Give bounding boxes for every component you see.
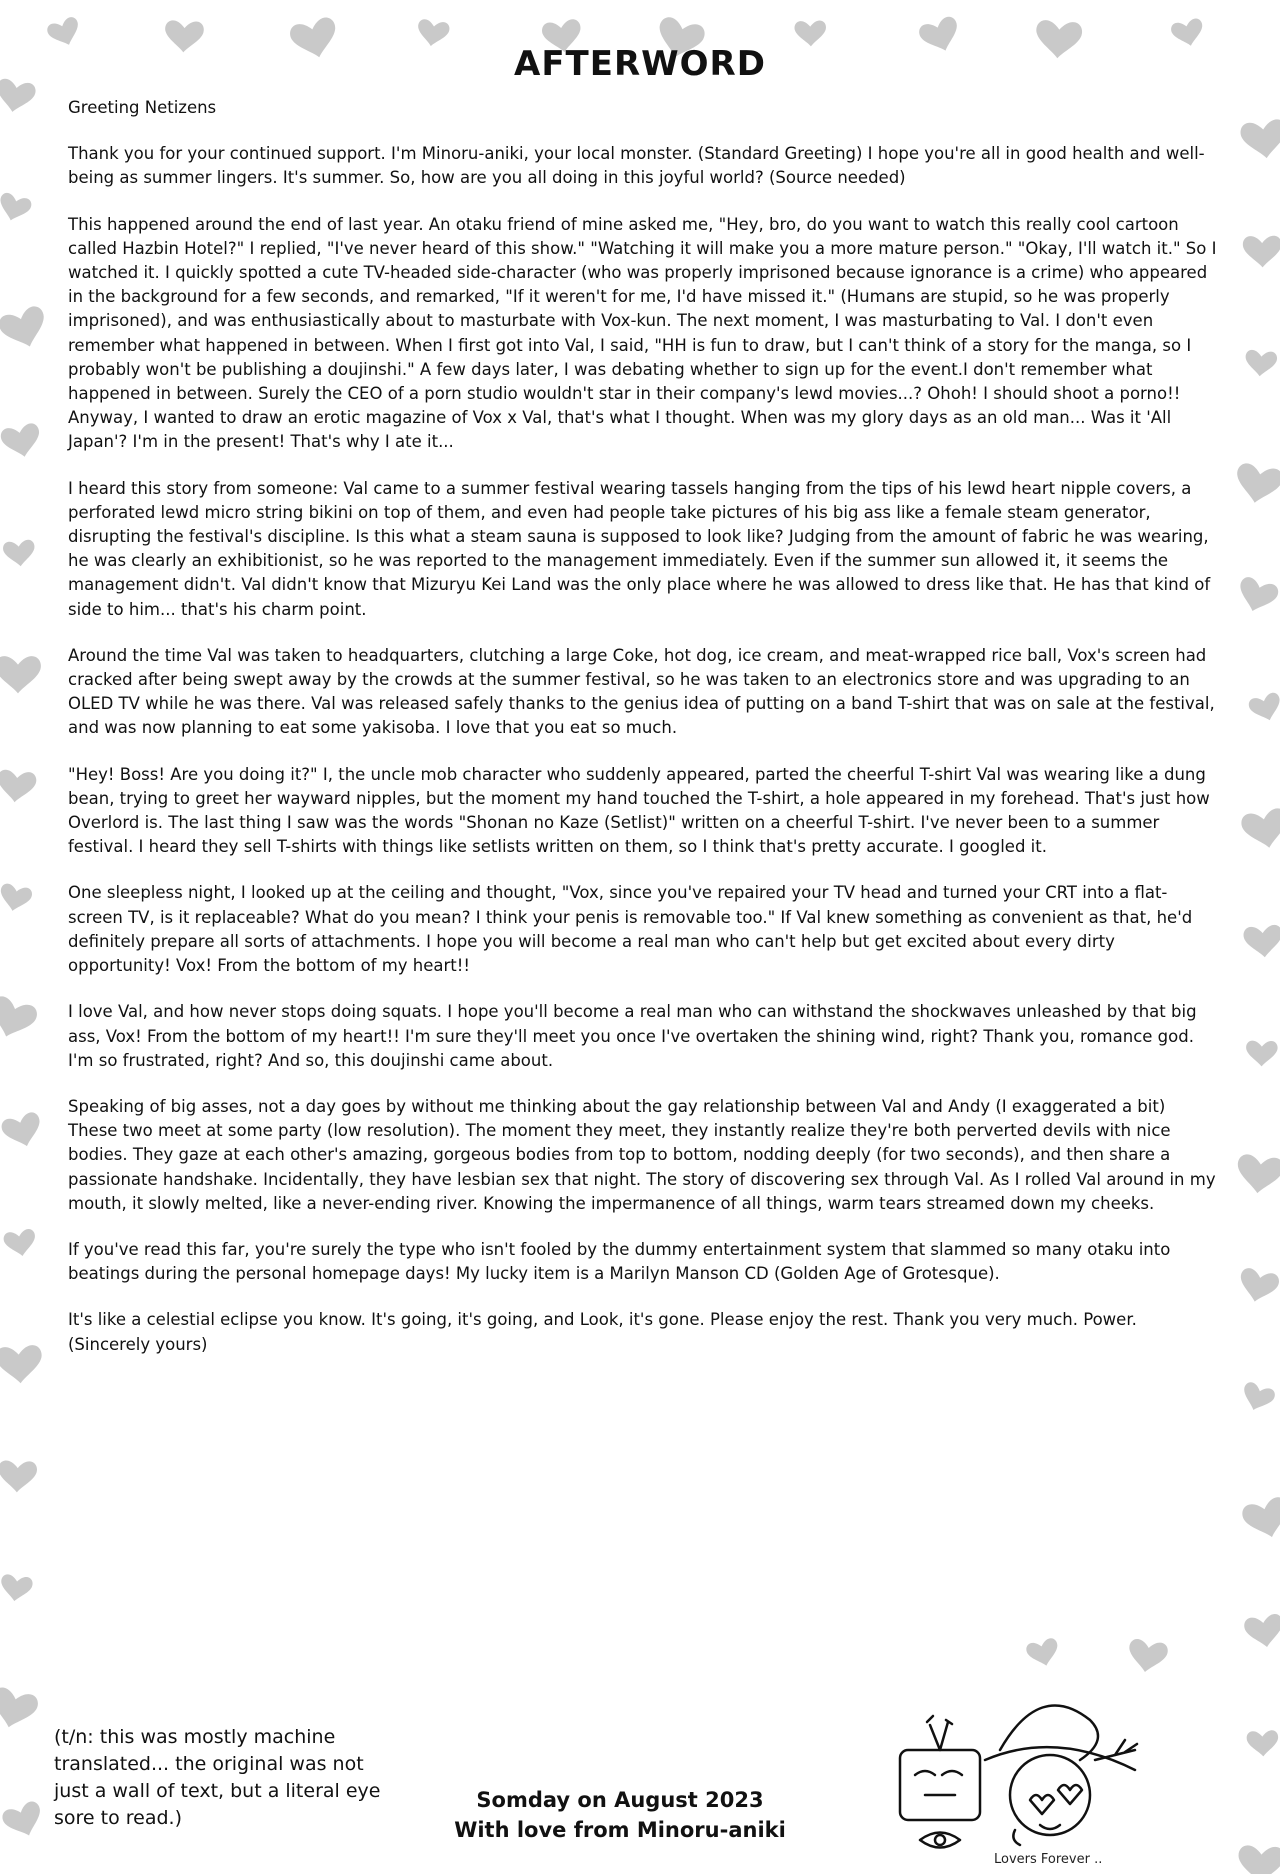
doodle-caption: Lovers Forever .. (994, 1852, 1103, 1867)
paragraph: I love Val, and how never stops doing squats. I hope you'll become a real man who can withstand the shockwaves unleashed by that big ass, Vox! From the bottom of my heart!! I'm sure they'll meet you once I've overtaken the shining wind, right? Thank you, romance god. I'm so frustrated, right? And so, this doujinshi came about. (68, 1002, 1197, 1070)
page-title: AFTERWORD (514, 44, 766, 84)
translator-note: (t/n: this was mostly machine translated... the original was not just a wall of text, but a literal eye sore to read.) (54, 1726, 381, 1829)
signature-date: Somday on August 2023 (476, 1788, 764, 1812)
paragraph: One sleepless night, I looked up at the ceiling and thought, "Vox, since you've repaired your TV head and turned your CRT into a flat-screen TV, is it replaceable? What do you mean? I think your penis is removable too." If Val knew something as convenient as that, he'd definitely prepare all sorts of attachments. I hope you will become a real man who can't help but get excited about every dirty opportunity! Vox! From the bottom of my heart!! (68, 883, 1193, 976)
paragraph: Around the time Val was taken to headquarters, clutching a large Coke, hot dog, ice cream, and meat-wrapped rice ball, Vox's screen had cracked after being swept away by the crowds at the summer festival, so he was taken to an electronics store and was upgrading to an OLED TV while he was there. Val was released safely thanks to the genius idea of putting on a band T-shirt that was on sale at the festival, and was now planning to eat some yakisoba. I love that you eat so much. (68, 645, 1215, 738)
paragraph: I heard this story from someone: Val came to a summer festival wearing tassels hanging from the tips of his lewd heart nipple covers, a perforated lewd micro string bikini on top of them, and even had people take pictures of his big ass like a female steam generator, disrupting the festival's discipline. Is this what a steam sauna is supposed to look like? Judging from the amount of fabric he was wearing, he was clearly an exhibitionist, so he was reported to the management immediately. Even if the summer sun allowed it, it seems the management didn't. Val didn't know that Mizuryu Kei Land was the only place where he was allowed to dress like that. He has that kind of side to him... that's his charm point. (68, 478, 1211, 619)
signature-block (440, 1785, 800, 1845)
signature-from: With love from Minoru-aniki (454, 1818, 786, 1842)
greeting-line: Greeting Netizens (68, 98, 217, 117)
paragraph: "Hey! Boss! Are you doing it?" I, the uncle mob character who suddenly appeared, parted the cheerful T-shirt Val was wearing like a dung bean, trying to greet her wayward nipples, but the moment my hand touched the T-shirt, a hole appeared in my forehead. That's just how Overlord is. The last thing I saw was the words "Shonan no Kaze (Setlist)" written on a cheerful T-shirt. I've never been to a summer festival. I heard they sell T-shirts with things like setlists written on them, so I think that's pretty accurate. I googled it. (68, 764, 1210, 857)
paragraph: Thank you for your continued support. I'm Minoru-aniki, your local monster. (Standard Greeting) I hope you're all in good health and well-being as summer lingers. It's summer. So, how are you all doing in this joyful world? (Source needed) (68, 144, 1205, 188)
paragraph: This happened around the end of last year. An otaku friend of mine asked me, "Hey, bro, do you want to watch this really cool cartoon called Hazbin Hotel?" I replied, "I've never heard of this show." "Watching it will make you a more mature person." "Okay, I'll watch it." So I watched it. I quickly spotted a cute TV-headed side-character (who was properly imprisoned because ignorance is a crime) who appeared in the background for a few seconds, and remarked, "If it weren't for me, I'd have missed it." (Humans are stupid, so he was properly imprisoned), and was enthusiastically about to masturbate with Vox-kun. The next moment, I was masturbating to Val. I don't even remember what happened in between. When I first got into Val, I said, "HH is fun to draw, but I can't think of a story for the manga, so I probably won't be publishing a doujinshi." A few days later, I was debating whether to sign up for the event.I don't remember what happened in between. Surely the CEO of a porn studio wouldn't star in their company's lewd movies...? Ohoh! I should shoot a porno!! Anyway, I wanted to draw an erotic magazine of Vox x Val, that's what I thought. When was my glory days as an old man... Was it 'All Japan'? I'm in the present! That's why I ate it... (68, 214, 1217, 452)
paragraph: Speaking of big asses, not a day goes by without me thinking about the gay relationship between Val and Andy (I exaggerated a bit) These two meet at some party (low resolution). The moment they meet, they instantly realize they're both perverted devils with nice bodies. They gaze at each other's amazing, gorgeous bodies from top to bottom, nodding deeply (for two seconds), and then share a passionate handshake. Incidentally, they have lesbian sex that night. The story of discovering sex through Val. As I rolled Val around in my mouth, it slowly melted, like a never-ending river. Knowing the impermanence of all things, warm tears streamed down my cheeks. (68, 1096, 1216, 1213)
vox-val-doodle-icon (880, 1690, 1170, 1870)
afterword-body (68, 96, 1218, 1379)
paragraph: If you've read this far, you're surely the type who isn't fooled by the dummy entertainment system that slammed so many otaku into beatings during the personal homepage days! My lucky item is a Marilyn Manson CD (Golden Age of Grotesque). (68, 1239, 1171, 1284)
paragraph: It's like a celestial eclipse you know. It's going, it's going, and Look, it's gone. Please enjoy the rest. Thank you very much. Power. (Sincerely yours) (68, 1310, 1137, 1354)
